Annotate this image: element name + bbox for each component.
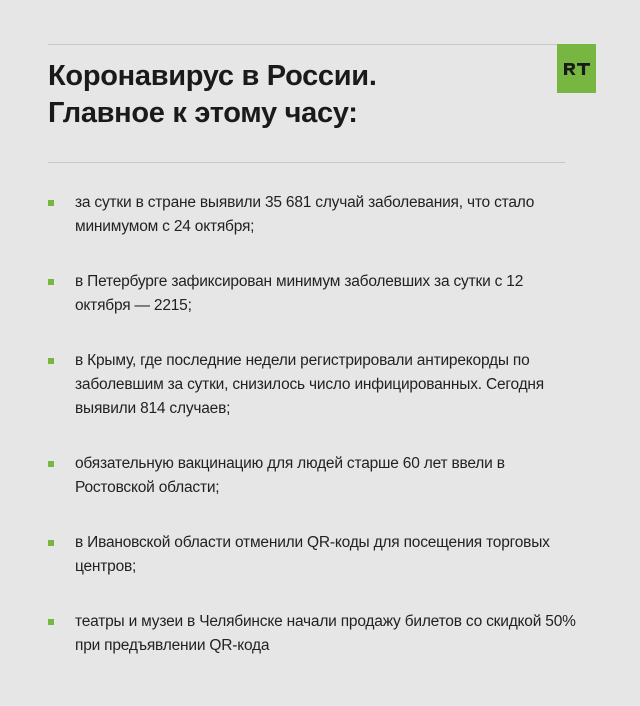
- bullet-square-icon: [48, 279, 54, 285]
- bullet-square-icon: [48, 540, 54, 546]
- rt-logo-mark: [563, 62, 591, 76]
- list-item-text: в Петербурге зафиксирован минимум заболевших за сутки с 12 октября — 2215;: [75, 273, 524, 314]
- list-item: [48, 191, 578, 239]
- news-list: [48, 191, 578, 658]
- bullet-square-icon: [48, 619, 54, 625]
- list-item-text: за сутки в стране выявили 35 681 случай заболевания, что стало минимумом с 24 октября;: [75, 194, 535, 235]
- page-title: [48, 58, 528, 132]
- list-item-text: театры и музеи в Челябинске начали продажу билетов со скидкой 50% при предъявлении QR-кода: [75, 613, 576, 654]
- title-line-1: Коронавирус в России.: [48, 60, 377, 92]
- list-item: [48, 610, 578, 658]
- list-item-text: в Крыму, где последние недели регистрировали антирекорды по заболевшим за сутки, снизилось число инфицированных. Сегодня выявили 814 случаев;: [75, 352, 544, 417]
- rt-logo: [557, 44, 596, 93]
- list-item: [48, 270, 578, 318]
- list-item: [48, 349, 578, 421]
- list-item-text: обязательную вакцинацию для людей старше 60 лет ввели в Ростовской области;: [75, 455, 505, 496]
- bullet-square-icon: [48, 358, 54, 364]
- list-item: [48, 452, 578, 500]
- bullet-square-icon: [48, 461, 54, 467]
- title-line-2: Главное к этому часу:: [48, 97, 358, 129]
- top-divider: [48, 44, 558, 45]
- title-divider: [48, 162, 565, 163]
- list-item-text: в Ивановской области отменили QR-коды для посещения торговых центров;: [75, 534, 550, 575]
- list-item: [48, 531, 578, 579]
- bullet-square-icon: [48, 200, 54, 206]
